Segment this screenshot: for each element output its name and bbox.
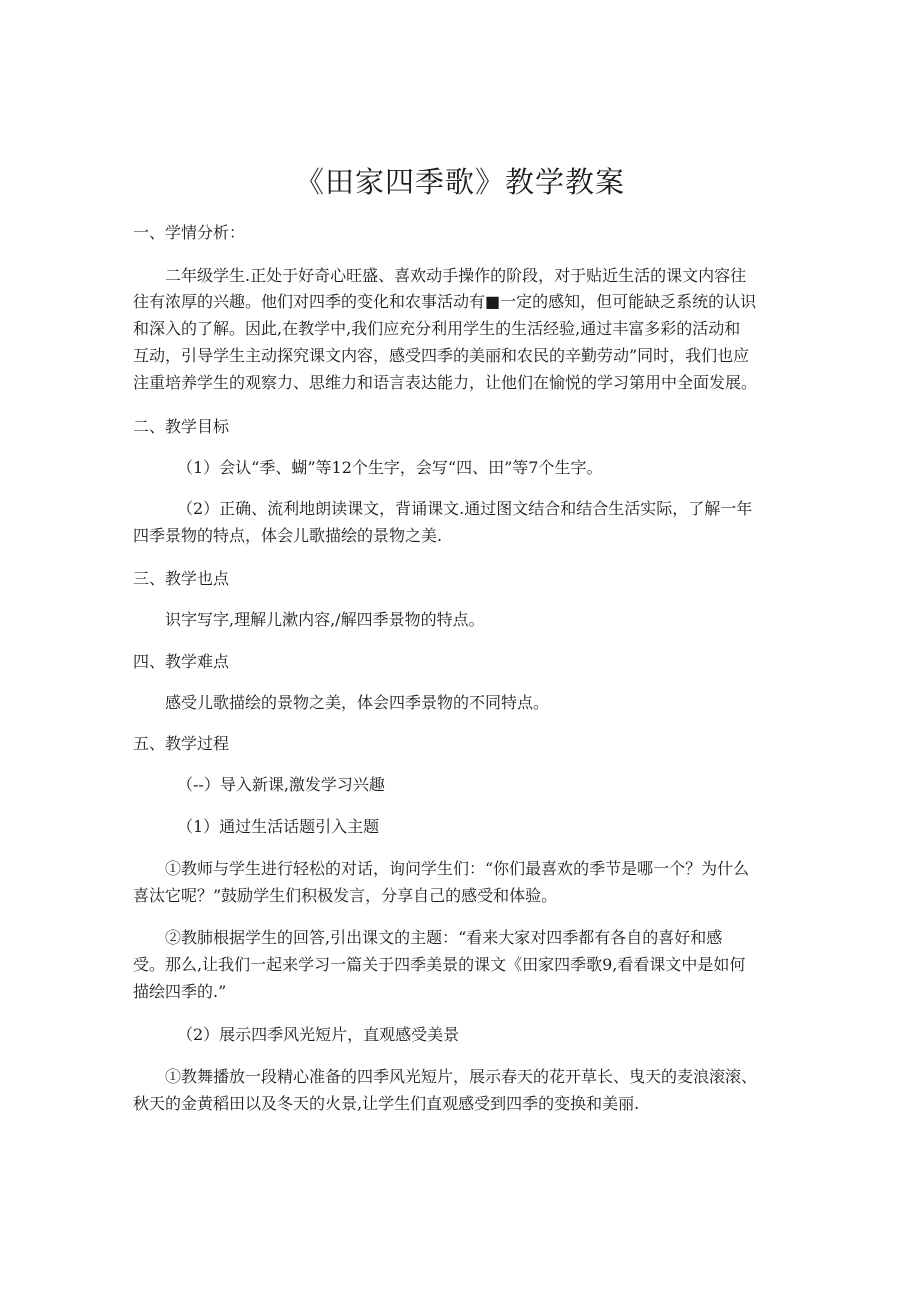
key-points-text: 识字写字,理解儿漱内容,/解四季景物的特点。: [165, 610, 485, 629]
paragraph-line: 往有浓厚的兴趣。他们对四季的变化和农事活动有■一定的感知，但可能缺乏系统的认识: [133, 292, 757, 311]
paragraph-line: ②教肺根据学生的回答,引出课文的主题：“看来大家对四季都有各自的喜好和感: [165, 928, 723, 947]
paragraph-line: 注重培养学生的观察力、思维力和语言表达能力，让他们在愉悦的学习第用中全面发展。: [133, 373, 758, 392]
section-heading-goals: 二、教学目标: [133, 417, 230, 436]
paragraph-line: ①教舞播放一段精心准备的四季风光短片，展示春天的花开草长、曳天的麦浪滚滚、: [165, 1067, 758, 1086]
document-title: 《田家四季歌》教学教案: [294, 165, 625, 199]
process-sub-2: （2）展示四季风光短片，直观感受美景: [177, 1025, 460, 1044]
section-heading-analysis: 一、学情分析：: [133, 223, 246, 242]
paragraph-line: 互动，引导学生主动探究课文内容，感受四季的美丽和农民的辛勤劳动”同时，我们也应: [133, 346, 750, 365]
difficulties-text: 感受儿歌描绘的景物之美，体会四季景物的不同特点。: [165, 693, 550, 712]
paragraph-line: 受。那么,让我们一起来学习一篇关于四季美景的课文《田家四季歌9,看看课文中是如何: [133, 955, 746, 974]
process-sub-1: （1）通过生活话题引入主题: [177, 817, 380, 836]
goal-item-2: （2）正确、流利地朗读课文，背诵课文.通过图文结合和结合生活实际，了解一年: [177, 499, 753, 518]
paragraph-line: 喜汰它呢？”鼓励学生们积极发言，分享自己的感受和体验。: [133, 886, 558, 905]
paragraph-line: 和深入的了解。因此,在教学中,我们应充分利用学生的生活经验,通过丰富多彩的活动和: [133, 319, 741, 338]
paragraph-line: 描绘四季的.”: [133, 982, 227, 1001]
paragraph-line: 二年级学生.正处于好奇心旺盛、喜欢动手操作的阶段，对于贴近生活的课文内容往: [165, 266, 747, 285]
section-heading-difficulties: 四、教学难点: [133, 652, 230, 671]
paragraph-line: 秋天的金黄稻田以及冬天的火景,让学生们直观感受到四季的变换和美丽.: [133, 1094, 640, 1113]
paragraph-line: ①教师与学生进行轻松的对话，询问学生们：“你们最喜欢的季节是哪一个？为什么: [165, 859, 750, 878]
goal-item-1: （1）会认“季、蝴”等12个生字，会写“四、田”等7个生字。: [177, 458, 603, 477]
goal-item-2-cont: 四季景物的特点，体会儿歌描绘的景物之美.: [133, 526, 443, 545]
process-step-1: （--）导入新课,激发学习兴趣: [177, 775, 385, 794]
section-heading-key-points: 三、教学也点: [133, 569, 230, 588]
section-heading-process: 五、教学过程: [133, 734, 230, 753]
